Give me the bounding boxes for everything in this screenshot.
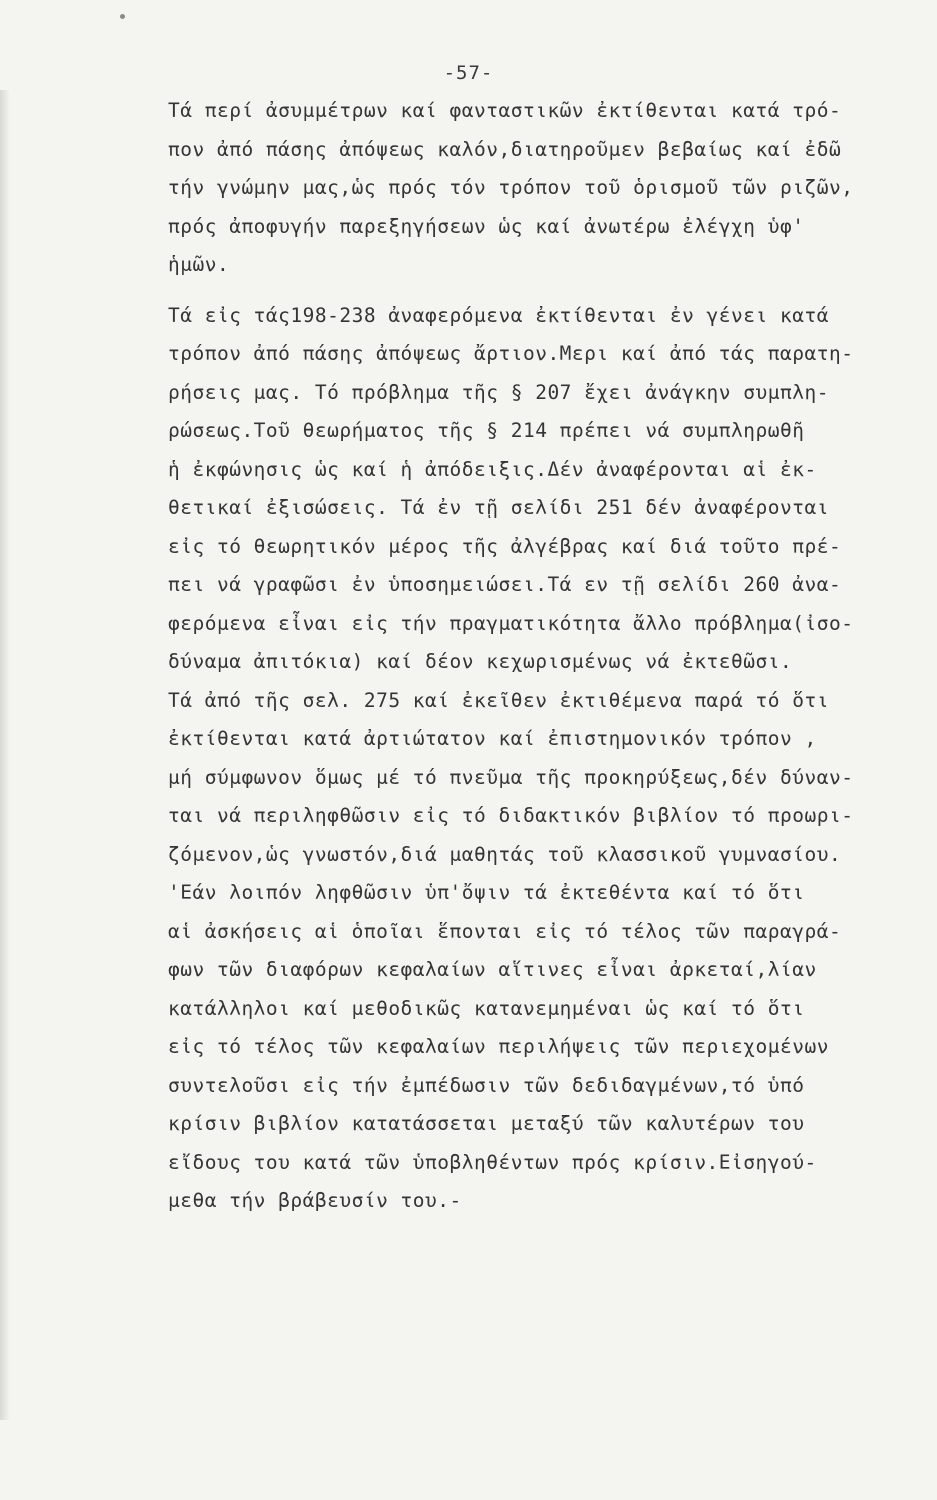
- text-line: ρώσεως.Τοῦ θεωρήματος τῆς § 214 πρέπει νά συμπληρωθῆ: [168, 419, 805, 442]
- text-line: μεθα τήν βράβευσίν του.-: [168, 1189, 462, 1212]
- text-line: ἐκτίθενται κατά ἀρτιώτατον καί ἐπιστημονικόν τρόπον ,: [168, 727, 817, 750]
- text-line: ρήσεις μας. Τό πρόβλημα τῆς § 207 ἔχει ἀνάγκην συμπλη-: [168, 380, 829, 404]
- text-line: κρίσιν βιβλίον κατατάσσεται μεταξύ τῶν καλυτέρων του: [168, 1112, 805, 1135]
- text-line: ἡμῶν.: [168, 253, 230, 276]
- text-line: αἱ ἀσκήσεις αἱ ὁποῖαι ἕπονται εἰς τό τέλος τῶν παραγρά-: [168, 919, 842, 943]
- text-line: εἰς τό θεωρητικόν μέρος τῆς ἀλγέβρας καί διά τοῦτο πρέ-: [168, 534, 842, 558]
- text-line: Τά περί ἀσυμμέτρων καί φανταστικῶν ἐκτίθενται κατά τρό-: [168, 99, 842, 122]
- text-line: φερόμενα εἶναι εἰς τήν πραγματικότητα ἄλλο πρόβλημα(ἰσο-: [168, 611, 854, 635]
- text-line: συντελοῦσι εἰς τήν ἐμπέδωσιν τῶν δεδιδαγμένων,τό ὑπό: [168, 1073, 805, 1097]
- text-line: δύναμα ἀπιτόκια) καί δέον κεχωρισμένως νά ἐκτεθῶσι.: [168, 650, 793, 673]
- text-line: φων τῶν διαφόρων κεφαλαίων αἵτινες εἶναι ἀρκεταί,λίαν: [168, 958, 817, 981]
- text-line: τρόπον ἀπό πάσης ἀπόψεως ἄρτιον.Μερι καί ἀπό τάς παρατη-: [168, 342, 854, 365]
- text-line: κατάλληλοι καί μεθοδικῶς κατανεμημέναι ὡς καί τό ὅτι: [168, 996, 805, 1020]
- text-line: πρός ἀποφυγήν παρεξηγήσεων ὡς καί ἀνωτέρω ἐλέγχη ὑφ': [168, 214, 805, 238]
- page-number: -57-: [443, 62, 494, 84]
- text-line: θετικαί ἐξισώσεις. Τά ἐν τῇ σελίδι 251 δέν ἀναφέρονται: [168, 496, 829, 519]
- typewritten-body: [168, 92, 908, 1221]
- text-line: εἰς τό τέλος τῶν κεφαλαίων περιλήψεις τῶν περιεχομένων: [168, 1035, 829, 1058]
- scan-speck: [120, 14, 125, 19]
- text-line: ζόμενον,ὡς γνωστόν,διά μαθητάς τοῦ κλασσικοῦ γυμνασίου.: [168, 842, 842, 866]
- text-line: τήν γνώμην μας,ὡς πρός τόν τρόπον τοῦ ὁρισμοῦ τῶν ριζῶν,: [168, 176, 854, 199]
- text-line: 'Εάν λοιπόν ληφθῶσιν ὑπ'ὄψιν τά ἐκτεθέντα καί τό ὅτι: [168, 881, 805, 904]
- text-line: Τά ἀπό τῆς σελ. 275 καί ἐκεῖθεν ἐκτιθέμενα παρά τό ὅτι: [168, 688, 829, 712]
- text-line: πει νά γραφῶσι ἐν ὑποσημειώσει.Τά εν τῇ σελίδι 260 ἀνα-: [168, 573, 842, 596]
- text-line: Τά εἰς τάς198-238 ἀναφερόμενα ἐκτίθενται ἐν γένει κατά: [168, 303, 829, 327]
- scan-margin-shadow: [0, 90, 10, 1420]
- text-line: ται νά περιληφθῶσιν εἰς τό διδακτικόν βιβλίον τό προωρι-: [168, 804, 854, 827]
- text-line: μή σύμφωνον ὅμως μέ τό πνεῦμα τῆς προκηρύξεως,δέν δύναν-: [168, 765, 854, 789]
- text-line: πον ἀπό πάσης ἀπόψεως καλόν,διατηροῦμεν βεβαίως καί ἐδῶ: [168, 137, 842, 161]
- text-line: ἡ ἐκφώνησις ὡς καί ἡ ἀπόδειξις.Δέν ἀναφέρονται αἱ ἐκ-: [168, 457, 817, 481]
- text-line: εἴδους του κατά τῶν ὑποβληθέντων πρός κρίσιν.Εἰσηγού-: [168, 1150, 817, 1174]
